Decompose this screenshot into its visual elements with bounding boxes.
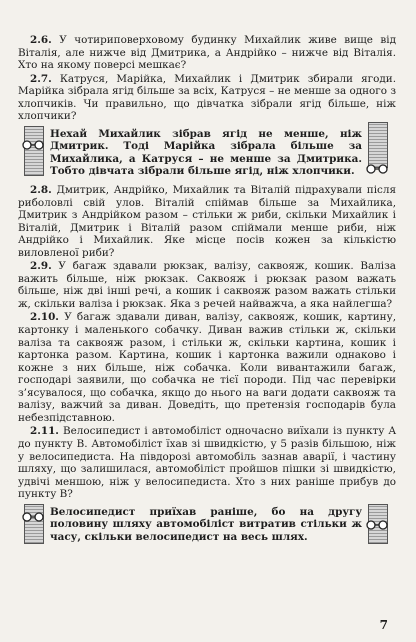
problem-2-8 [18, 184, 396, 259]
problem-number: 2.8. [30, 184, 52, 197]
problem-number: 2.6. [30, 34, 52, 46]
solution-text: Нехай Михайлик зібрав ягід не менше, ніж Дмитрик. Тоді Марійка зібрала більше за Михайлика, а Катруся – не менше за Дмитрика. Тобто дівчата зібрали більше ягід, ніж хлопчики. [50, 127, 362, 178]
text-column [18, 34, 396, 549]
problem-text: Катруся, Марійка, Михайлик і Дмитрик збирали ягоди. Марійка зібрала ягід більше за всіх, Катруся – не менше за одного з хлопчиків. Чи правильно, що дівчатка зібрали ягід більше, ніж хлопчики? [18, 72, 396, 123]
problem-number: 2.9. [30, 260, 52, 273]
problem-2-6 [18, 34, 396, 72]
glasses-icon [365, 164, 389, 174]
solution-note [18, 506, 396, 544]
bookmark-decoration-left [24, 504, 44, 544]
problem-text: У чотириповерховому будинку Михайлик живе вище від Віталія, але нижче від Дмитрика, а Андрійко – нижче від Віталія. Хто на якому поверсі мешкає? [18, 34, 396, 72]
glasses-icon [21, 140, 45, 150]
bookmark-decoration-right [368, 122, 388, 184]
page-number: 7 [379, 618, 388, 632]
problem-2-7 [18, 73, 396, 123]
bookmark-decoration-left [24, 126, 44, 176]
problem-text: У багаж здавали диван, валізу, саквояж, кошик, картину, картонку і маленького собачку. Диван важив стільки ж, скільки валіза та саквояж разом, і стільки ж, скільки картина, кошик і картонка разом. Картина, кошик і картонка важили однаково і кожне з них більше, ніж собачка. Коли вивантажили багаж, господарі заявили, що собачка не тієї породи. Під час перевірки з’ясувалося, що собачка, якщо до нього на ваги додати саквояж та валізу, важчий за диван. Доведіть, що претензія господарів була небезпідставною. [18, 311, 396, 424]
problem-number: 2.7. [30, 72, 52, 85]
solution-text: Велосипедист приїхав раніше, бо на другу половину шляху автомобіліст витратив стільки ж часу, скільки велосипедист на весь шлях. [50, 505, 362, 543]
problem-2-9 [18, 260, 396, 310]
glasses-icon [365, 520, 389, 530]
problem-text: Дмитрик, Андрійко, Михайлик та Віталій підрахували після риболовлі свій улов. Віталій спіймав більше за Михайлика, Дмитрик з Андрійком разом – стільки ж риби, скільки Михайлик і Віталій, Дмитрик і Віталій разом спіймали менше риби, ніж Андрійко і Михайлик. Яке місце посів кожен за кількістю виловленої риби? [18, 184, 397, 259]
solution-note [18, 128, 396, 178]
problem-text: У багаж здавали рюкзак, валізу, саквояж, кошик. Валіза важить більше, ніж рюкзак. Саквояж і рюкзак разом важать більше, ніж дві інші речі, а кошик і саквояж разом важать стільки ж, скільки валіза і рюкзак. Яка з речей найважча, а яка найлегша? [18, 260, 396, 310]
problem-2-10 [18, 311, 396, 424]
problem-number: 2.10. [30, 311, 59, 324]
problem-number: 2.11. [30, 425, 59, 438]
bookmark-decoration-right [368, 504, 388, 544]
problem-2-11 [18, 425, 396, 500]
glasses-icon [21, 512, 45, 522]
problem-text: Велосипедист і автомобіліст одночасно виїхали із пункту A до пункту B. Автомобіліст їхав зі швидкістю, у 5 разів більшою, ніж у велосипедиста. На півдорозі автомобіль зазнав аварії, і частину шляху, що залишилася, автомобіліст пройшов пішки зі швидкістю, удвічі меншою, ніж у велосипедиста. Хто з них раніше прибув до пункту B? [18, 425, 396, 501]
